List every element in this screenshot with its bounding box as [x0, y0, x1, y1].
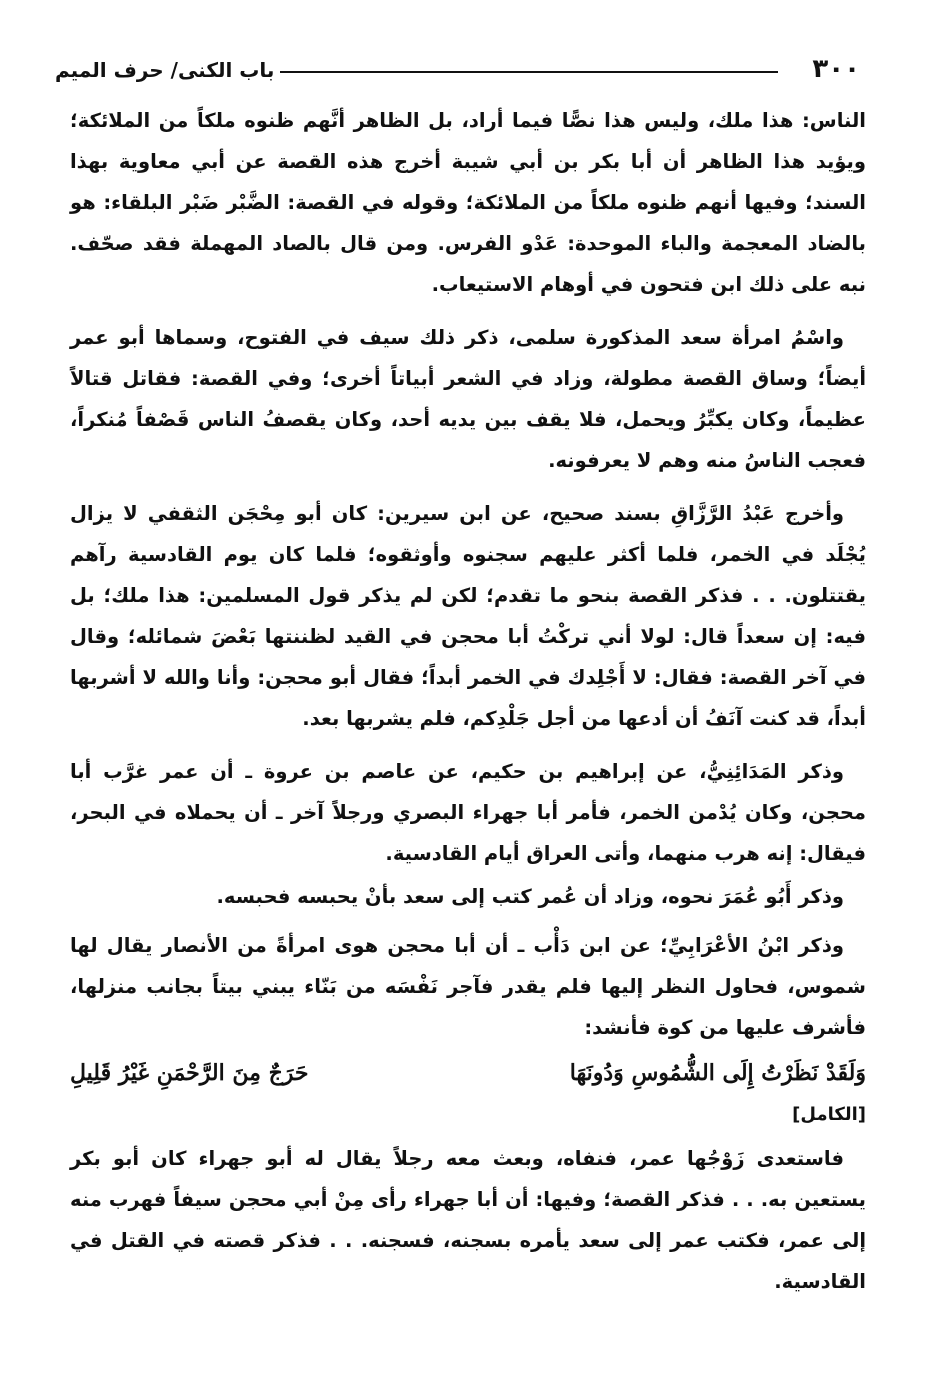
header-rule [280, 71, 778, 73]
page-number: ٣٠٠ [812, 54, 860, 84]
page-body [70, 100, 866, 1302]
paragraph-5: وذكر أَبُو عُمَرَ نحوه، وزاد أن عُمر كتب إلى سعد بأنْ يحبسه فحبسه. [216, 885, 844, 908]
paragraph-3: وأخرج عَبْدُ الرَّزَّاقِ بسند صحيح، عن ابن سيرين: كان أبو مِحْجَن الثقفي لا يزال يُجْلَد في الخمر، فلما أكثر عليهم سجنوه وأوثقوه؛ فلما كان يوم القادسية رآهم يقتتلون. . . فذكر القصة بنحو ما تقدم؛ لكن لم يذكر قول المسلمين: هذا ملك؛ بل فيه: إن سعداً قال: لولا أني تركْتُ أبا محجن في القيد لظننتها بَعْضَ شمائله؛ وقال في آخر القصة: فقال: لا أَجْلِدك في الخمر أبداً؛ فقال أبو محجن: وأنا والله لا أشربها أبداً، قد كنت آنَفُ أن أدعها من أجل جَلْدِكم، فلم يشربها بعد. [70, 502, 866, 730]
paragraph-1: الناس: هذا ملك، وليس هذا نصًّا فيما أراد، بل الظاهر أنَّهم ظنوه ملكاً من الملائكة؛ ويؤيد هذا الظاهر أن أبا بكر بن أبي شيبة أخرج هذه القصة عن أبي معاوية بهذا السند؛ وفيها أنهم ظنوه ملكاً من الملائكة؛ وقوله في القصة: الضَّبْر ضَبْر البلقاء: هو بالضاد المعجمة والباء الموحدة: عَدْو الفرس. ومن قال بالصاد المهملة فقد صحّف. نبه على ذلك ابن فتحون في أوهام الاستيعاب. [70, 109, 866, 296]
paragraph-closing: فاستعدى زَوْجُها عمر، فنفاه، وبعث معه رجلاً يقال له أبو جهراء كان أبو بكر يستعين به. . . فذكر القصة؛ وفيها: أن أبا جهراء رأى مِنْ أبي محجن سيفاً فهرب منه إلى عمر، فكتب عمر إلى سعد يأمره بسجنه، فسجنه. . . فذكر قصته في القتل في القادسية. [70, 1147, 866, 1293]
verse-meter-label: [الكامل] [792, 1104, 866, 1125]
verse-second-hemistich: حَرَجٌ مِنَ الرَّحْمَنِ غَيْرُ قَلِيلِ [70, 1060, 309, 1086]
paragraph-4: وذكر المَدَائِنِيُّ، عن إبراهيم بن حكيم، عن عاصم بن عروة ـ أن عمر غرَّب أبا محجن، وكان يُدْمن الخمر، فأمر أبا جهراء البصري ورجلاً آخر ـ أن يحملاه في البحر، فيقال: إنه هرب منهما، وأتى العراق أيام القادسية. [70, 760, 866, 865]
paragraph-2: واسْمُ امرأة سعد المذكورة سلمى، ذكر ذلك سيف في الفتوح، وسماها أبو عمر أيضاً؛ وساق القصة مطولة، وزاد في الشعر أبياتاً أخرى؛ وفي القصة: فقاتل قتالاً عظيماً، وكان يكبِّرُ ويحمل، فلا يقف بين يديه أحد، وكان يقصفُ الناس قَصْفاً مُنكراً، فعجب الناسُ منه وهم لا يعرفونه. [70, 326, 866, 472]
running-title: باب الكنى/ حرف الميم [55, 58, 275, 82]
poetry-verse [70, 1060, 866, 1102]
verse-first-hemistich: وَلَقَدْ نَظَرْتُ إِلَى الشُّمُوسِ وَدُونَهَا [569, 1060, 866, 1086]
page-header [55, 52, 860, 88]
paragraph-6: وذكر ابْنُ الأعْرَابِيِّ؛ عن ابن دَأْب ـ أن أبا محجن هوى امرأةً من الأنصار يقال لها شموس، فحاول النظر إليها فلم يقدر فآجر نَفْسَه من بَنّاء يبني بيتاً بجانب منزلها، فأشرف عليها من كوة فأنشد: [70, 934, 866, 1039]
